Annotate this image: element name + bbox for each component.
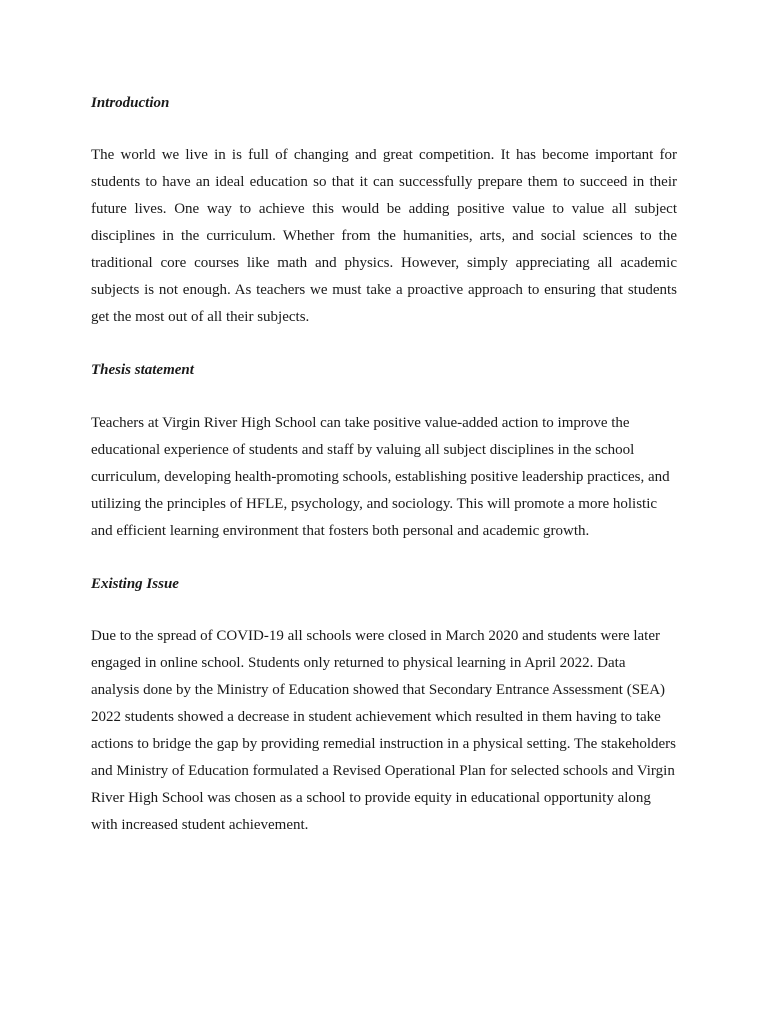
introduction-paragraph: The world we live in is full of changing and great competition. It has become important for students to have an ideal education so that it can successfully prepare them to succeed in their future lives. One way to achieve this would be adding positive value to value all subject disciplines in the curriculum. Whether from the humanities, arts, and social sciences to the traditional core courses like math and physics. However, simply appreciating all academic subjects is not enough. As teachers we must take a proactive approach to ensuring that students get the most out of all their subjects. [91, 147, 677, 325]
existing-issue-paragraph: Due to the spread of COVID-19 all schools were closed in March 2020 and students were later engaged in online school. Students only returned to physical learning in April 2022. Data analysis done by the Ministry of Education showed that Secondary Entrance Assessment (SEA) 2022 students showed a decrease in student achievement which resulted in them having to take actions to bridge the gap by providing remedial instruction in a physical setting. The stakeholders and Ministry of Education formulated a Revised Operational Plan for selected schools and Virgin River High School was chosen as a school to provide equity in educational opportunity along with increased student achievement. [91, 628, 677, 833]
thesis-statement-heading: Thesis statement [91, 362, 194, 378]
thesis-statement-paragraph: Teachers at Virgin River High School can take positive value-added action to improve the educational experience of students and staff by valuing all subject disciplines in the school curriculum, developing health-promoting schools, establishing positive leadership practices, and utilizing the principles of HFLE, psychology, and sociology. This will promote a more holistic and efficient learning environment that fosters both personal and academic growth. [91, 415, 670, 539]
existing-issue-heading: Existing Issue [91, 576, 179, 592]
introduction-heading: Introduction [91, 95, 170, 111]
